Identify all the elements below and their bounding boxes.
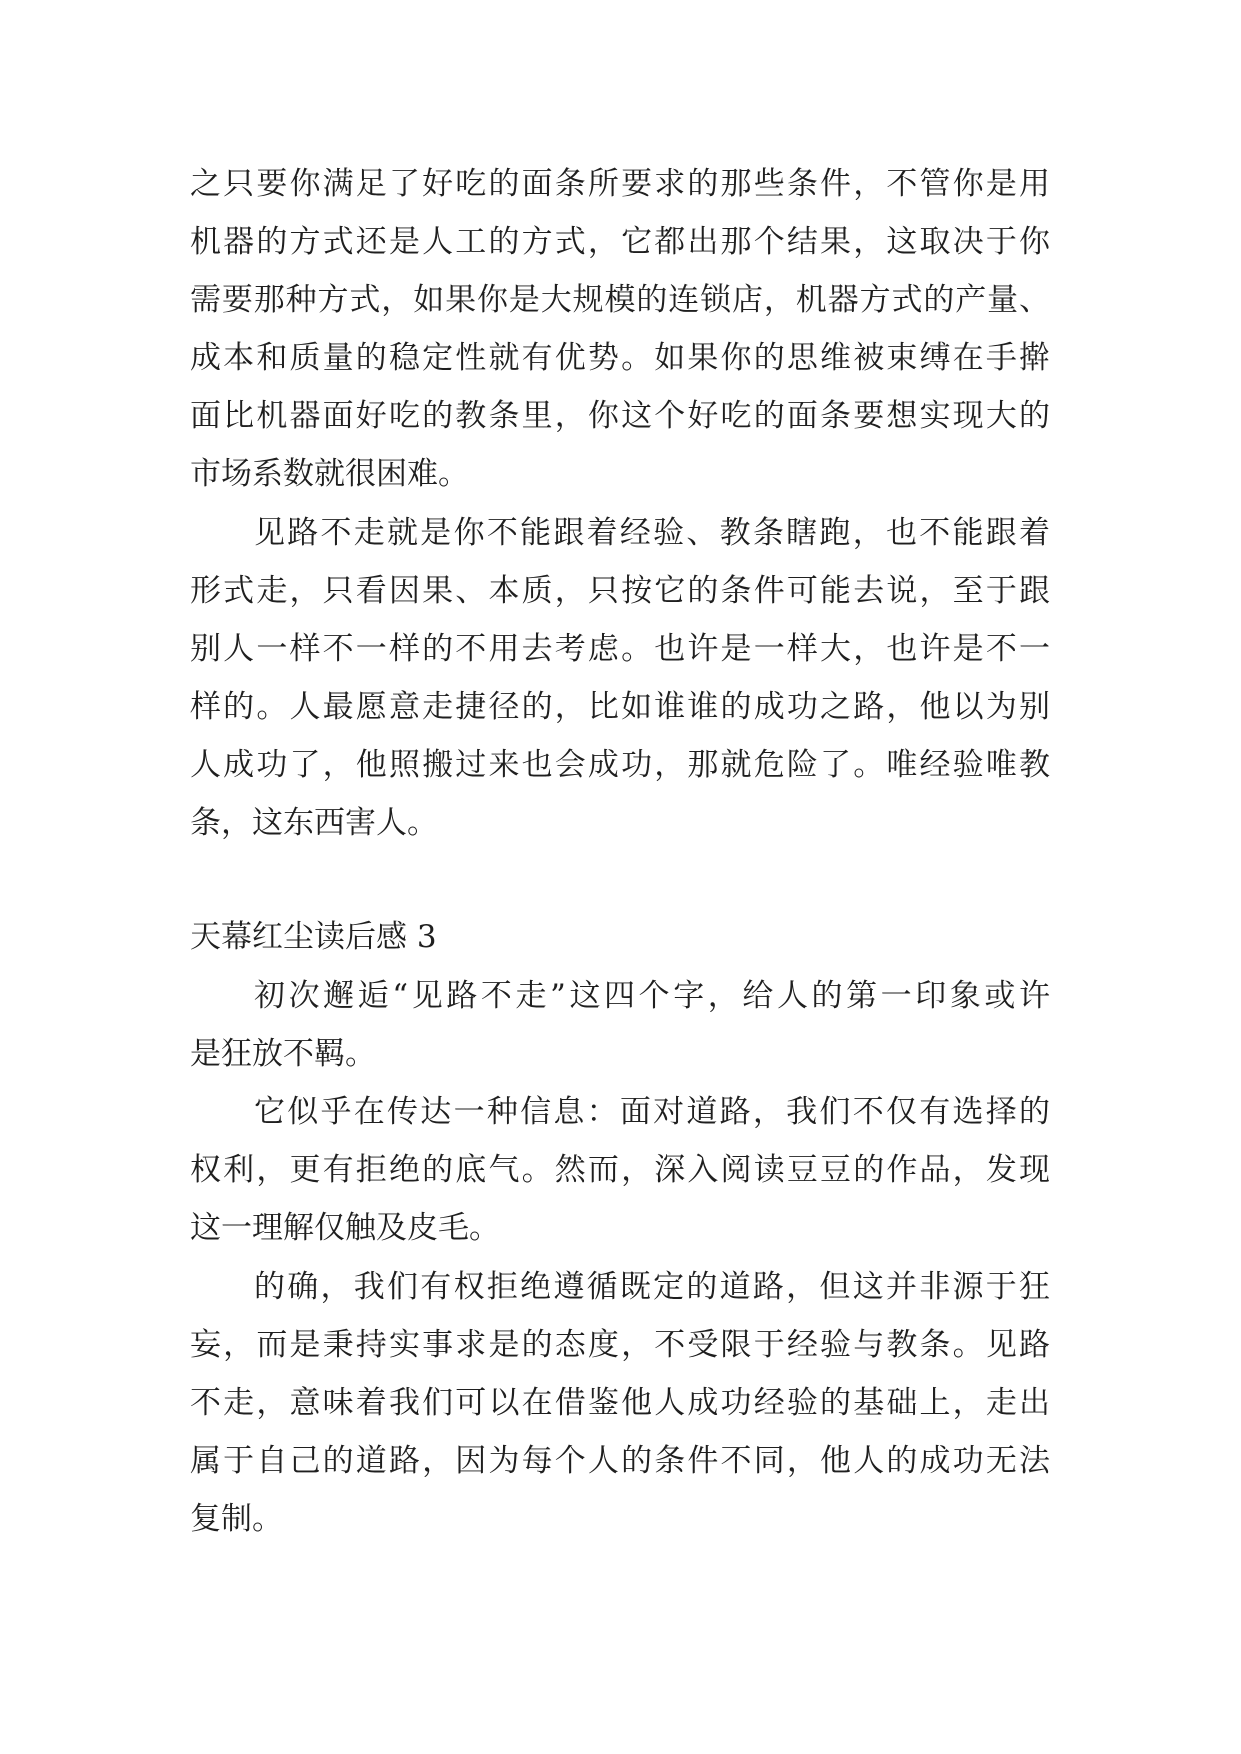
text-line: 不走，意味着我们可以在借鉴他人成功经验的基础上，走出 <box>190 1385 1050 1421</box>
text-line: 它似乎在传达一种信息：面对道路，我们不仅有选择的 <box>254 1094 1050 1130</box>
text-line: 属于自己的道路，因为每个人的条件不同，他人的成功无法 <box>190 1443 1050 1479</box>
text-line: 成本和质量的稳定性就有优势。如果你的思维被束缚在手擀 <box>190 340 1050 376</box>
text-line: 初次邂逅“见路不走”这四个字，给人的第一印象或许 <box>254 978 1050 1014</box>
text-line: 条，这东西害人。 <box>190 805 438 841</box>
text-line: 权利，更有拒绝的底气。然而，深入阅读豆豆的作品，发现 <box>190 1152 1050 1188</box>
text-line: 市场系数就很困难。 <box>190 456 469 492</box>
text-line: 样的。人最愿意走捷径的，比如谁谁的成功之路，他以为别 <box>190 689 1050 725</box>
text-line: 面比机器面好吃的教条里，你这个好吃的面条要想实现大的 <box>190 398 1050 434</box>
text-line: 复制。 <box>190 1501 283 1537</box>
text-line: 的确，我们有权拒绝遵循既定的道路，但这并非源于狂 <box>254 1269 1050 1305</box>
text-line: 别人一样不一样的不用去考虑。也许是一样大，也许是不一 <box>190 631 1050 667</box>
text-line: 人成功了，他照搬过来也会成功，那就危险了。唯经验唯教 <box>190 747 1050 783</box>
text-line: 是狂放不羁。 <box>190 1036 376 1072</box>
text-line: 机器的方式还是人工的方式，它都出那个结果，这取决于你 <box>190 224 1050 260</box>
section-heading: 天幕红尘读后感 3 <box>190 919 437 955</box>
text-line: 妄，而是秉持实事求是的态度，不受限于经验与教条。见路 <box>190 1327 1050 1363</box>
text-line: 需要那种方式，如果你是大规模的连锁店，机器方式的产量、 <box>190 282 1050 318</box>
text-line: 形式走，只看因果、本质，只按它的条件可能去说，至于跟 <box>190 573 1050 609</box>
text-line: 这一理解仅触及皮毛。 <box>190 1210 500 1246</box>
text-line: 之只要你满足了好吃的面条所要求的那些条件，不管你是用 <box>190 166 1050 202</box>
text-line: 见路不走就是你不能跟着经验、教条瞎跑，也不能跟着 <box>254 515 1050 551</box>
